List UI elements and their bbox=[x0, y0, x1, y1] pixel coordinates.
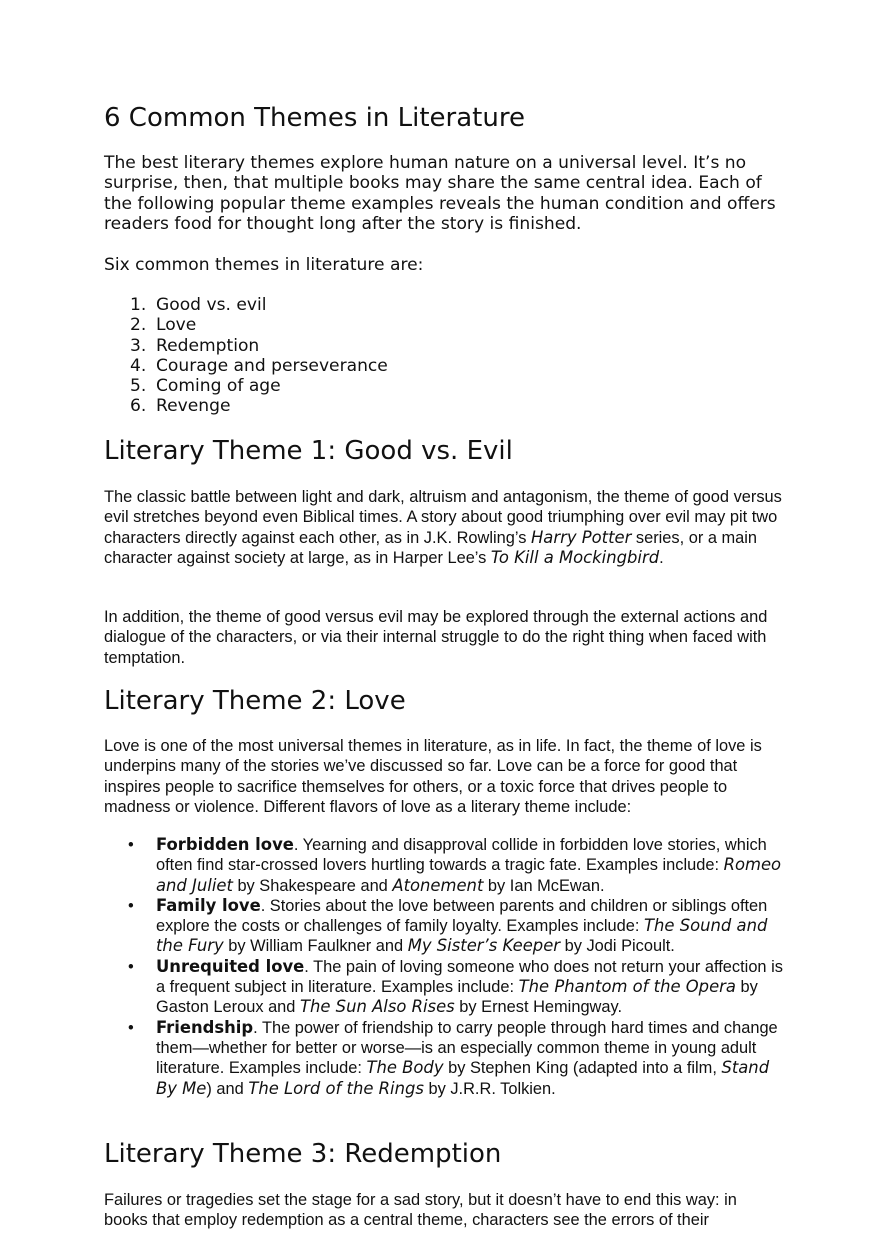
list-label: Courage and perseverance bbox=[156, 355, 388, 376]
list-item: • Family love. Stories about the love between parents and children or siblings often explore the costs or challenges of family loyalty. Examples include: The Sound and the Fury by William Faulkner and My Sister’s Keeper by Jodi Picoult. bbox=[128, 895, 768, 956]
list-item bbox=[104, 376, 388, 396]
book-title: The Sun Also Rises bbox=[299, 997, 455, 1017]
book-title: The Phantom of the Opera bbox=[518, 977, 736, 997]
bullet: • bbox=[128, 836, 134, 854]
section-heading-theme3: Literary Theme 3: Redemption bbox=[104, 1139, 502, 1169]
theme1-paragraph-2: In addition, the theme of good versus evil may be explored through the external actions and dialogue of the characters, or via their internal struggle to do the right thing when faced with temptation. bbox=[104, 608, 768, 667]
list-label: Redemption bbox=[156, 335, 260, 356]
term: Forbidden love bbox=[156, 835, 294, 854]
themes-intro: Six common themes in literature are: bbox=[104, 255, 424, 275]
list-number: 2. bbox=[130, 315, 147, 336]
book-title: The Body bbox=[366, 1058, 444, 1078]
theme3-paragraph-1: Failures or tragedies set the stage for a sad story, but it doesn’t have to end this way: in books that employ redemption as a central theme, characters see the errors of their bbox=[104, 1191, 737, 1230]
book-title: Atonement bbox=[392, 875, 484, 895]
love-types-list bbox=[104, 835, 784, 1099]
page-title: 6 Common Themes in Literature bbox=[104, 103, 525, 133]
list-number: 3. bbox=[130, 335, 147, 356]
theme2-paragraph-1: Love is one of the most universal themes in literature, as in life. In fact, the theme of love is underpins many of the stories we’ve discussed so far. Love can be a force for good that inspires people to sacrifice themselves for others, or a toxic force that drives people to madness or violence. Different flavors of love as a literary theme include: bbox=[104, 737, 762, 816]
book-title: The Sound and the Fury bbox=[156, 916, 768, 956]
section-heading-theme1: Literary Theme 1: Good vs. Evil bbox=[104, 436, 513, 466]
bullet: • bbox=[128, 896, 134, 915]
term: Friendship bbox=[156, 1017, 254, 1037]
section-heading-theme2: Literary Theme 2: Love bbox=[104, 686, 406, 716]
theme1-paragraph-1: The classic battle between light and dark, altruism and antagonism, the theme of good versus evil stretches beyond even Biblical times. A story about good triumphing over evil may pit two characters directly against each other, as in J.K. Rowling’s Harry Potter series, or a main character against society at large, as in Harper Lee’s To Kill a Mockingbird. bbox=[104, 488, 782, 567]
list-number: 5. bbox=[130, 376, 147, 397]
list-label: Love bbox=[156, 315, 197, 336]
list-number: 4. bbox=[130, 355, 147, 376]
list-label: Coming of age bbox=[156, 376, 281, 397]
list-item: • Unrequited love. The pain of loving someone who does not return your affection is a frequent subject in literature. Examples include: The Phantom of the Opera by Gaston Leroux and The Sun Also Rises by Ernest Hemingway. bbox=[128, 956, 783, 1017]
bullet: • bbox=[128, 1018, 134, 1037]
list-number: 1. bbox=[130, 295, 147, 315]
book-title: The Lord of the Rings bbox=[248, 1078, 424, 1098]
book-title: Romeo and Juliet bbox=[156, 855, 782, 895]
book-title: Stand By Me bbox=[156, 1058, 770, 1098]
intro-paragraph: The best literary themes explore human nature on a universal level. It’s no surprise, then, that multiple books may share the same central idea. Each of the following popular theme examples reveals the human condition and offers readers food for thought long after the story is finished. bbox=[104, 153, 776, 234]
list-item: • Forbidden love. Yearning and disapproval collide in forbidden love stories, which often find star-crossed lovers hurtling towards a tragic fate. Examples include: Romeo and Juliet by Shakespeare and Atonement by Ian McEwan. bbox=[128, 835, 782, 895]
book-title: To Kill a Mockingbird bbox=[490, 547, 660, 567]
book-title: Harry Potter bbox=[530, 527, 632, 547]
list-item bbox=[104, 336, 388, 356]
list-item bbox=[104, 356, 388, 376]
list-label: Revenge bbox=[156, 396, 231, 417]
themes-list bbox=[104, 295, 388, 417]
list-label: Good vs. evil bbox=[156, 295, 267, 315]
list-number: 6. bbox=[130, 396, 147, 417]
list-item bbox=[104, 295, 388, 315]
list-item: • Friendship. The power of friendship to carry people through hard times and change them—whether for better or worse—is an especially common theme in young adult literature. Examples include: The Body by Stephen King (adapted into a film, Stand By Me) and The Lord of the Rings by J.R.R. Tolkien. bbox=[128, 1017, 778, 1098]
term: Family love bbox=[156, 895, 261, 915]
list-item bbox=[104, 315, 388, 335]
book-title: My Sister’s Keeper bbox=[407, 936, 561, 956]
bullet: • bbox=[128, 957, 134, 976]
term: Unrequited love bbox=[156, 956, 305, 976]
list-item bbox=[104, 396, 388, 416]
